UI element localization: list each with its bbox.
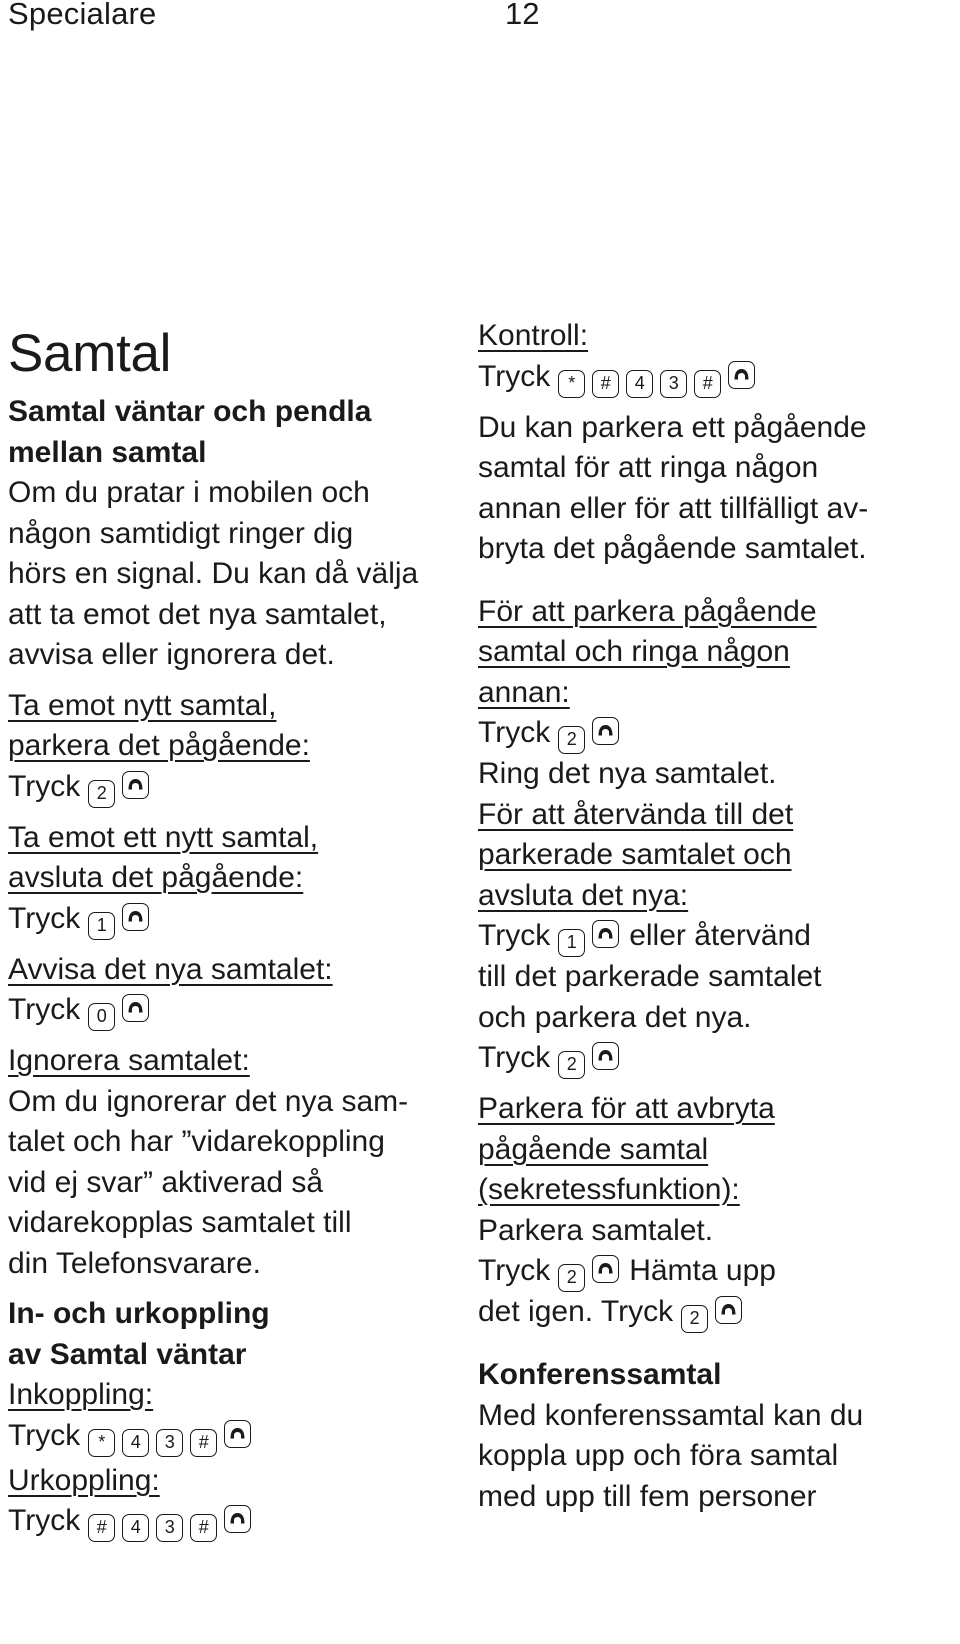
heading-toggle-waiting-2: av Samtal väntar: [8, 1337, 247, 1371]
option-reject-heading: Avvisa det nya samtalet:: [8, 952, 333, 986]
key-2: 2: [558, 1051, 585, 1079]
phone-handset-icon: [122, 903, 149, 931]
instruction-row: Tryck 1 eller återvänd: [478, 916, 948, 957]
ignore-text: vid ej svar” aktiverad så: [8, 1165, 324, 1199]
intro-line: att ta emot det nya samtalet,: [8, 597, 387, 631]
enable-label: Inkoppling:: [8, 1378, 154, 1411]
phone-handset-icon: [592, 1255, 619, 1283]
instruction-row: Tryck * # 4 3 #: [478, 357, 948, 398]
conference-body: med upp till fem personer: [478, 1479, 817, 1513]
phone-handset-icon: [224, 1420, 251, 1448]
phone-handset-icon: [224, 1505, 251, 1533]
right-column: [478, 316, 948, 1517]
phone-handset-icon: [592, 920, 619, 948]
key-1: 1: [88, 912, 115, 940]
ignore-text: talet och har ”vidarekoppling: [8, 1125, 385, 1158]
intro-line: någon samtidigt ringer dig: [8, 516, 354, 550]
privacy-heading: (sekretessfunktion):: [478, 1173, 740, 1206]
park-intro: annan eller för att tillfälligt av-: [478, 491, 869, 525]
instruction-row: Tryck 2: [478, 713, 948, 754]
instruction-row: Tryck 2: [478, 1038, 948, 1079]
section-title: Specialare: [8, 0, 157, 31]
return-body: till det parkerade samtalet: [478, 960, 822, 993]
instruction-row: Tryck 1: [8, 899, 458, 940]
instruction-row: Tryck 2: [8, 767, 458, 808]
key-4: 4: [122, 1429, 149, 1457]
key-star: *: [558, 370, 585, 398]
disable-label: Urkoppling:: [8, 1463, 160, 1497]
park-heading: samtal och ringa någon: [478, 635, 790, 668]
option-ignore-heading: Ignorera samtalet:: [8, 1044, 250, 1077]
privacy-heading: Parkera för att avbryta: [478, 1092, 775, 1125]
heading-conference: Konferenssamtal: [478, 1358, 722, 1391]
instruction-row: Tryck # 4 3 #: [8, 1501, 458, 1542]
park-body: Ring det nya samtalet.: [478, 757, 777, 790]
instruction-row: Tryck 2 Hämta upp: [478, 1251, 948, 1292]
page-header: [8, 0, 960, 36]
park-heading: För att parkera pågående: [478, 594, 817, 628]
park-heading: annan:: [478, 675, 570, 709]
phone-handset-icon: [122, 771, 149, 799]
key-star: *: [88, 1429, 115, 1457]
key-2: 2: [681, 1305, 708, 1333]
key-3: 3: [156, 1514, 183, 1542]
key-hash: #: [190, 1514, 217, 1542]
return-heading: För att återvända till det: [478, 797, 794, 831]
key-3: 3: [660, 370, 687, 398]
return-heading: parkerade samtalet och: [478, 838, 792, 871]
check-label: Kontroll:: [478, 319, 589, 352]
ignore-text: din Telefonsvarare.: [8, 1246, 261, 1280]
key-4: 4: [626, 370, 653, 398]
key-hash: #: [592, 370, 619, 398]
option-accept-park-heading: Ta emot nytt samtal,: [8, 688, 277, 722]
key-hash: #: [88, 1514, 115, 1542]
privacy-body: Parkera samtalet.: [478, 1213, 714, 1247]
privacy-heading: pågående samtal: [478, 1132, 709, 1166]
ignore-text: vidarekopplas samtalet till: [8, 1206, 352, 1239]
key-3: 3: [156, 1429, 183, 1457]
park-intro: samtal för att ringa någon: [478, 451, 819, 484]
park-intro: Du kan parkera ett pågående: [478, 410, 867, 444]
chapter-title: Samtal: [8, 324, 172, 383]
instruction-row: Tryck * 4 3 #: [8, 1416, 458, 1457]
key-hash: #: [190, 1429, 217, 1457]
heading-call-waiting-1: Samtal väntar och pendla: [8, 395, 372, 428]
phone-handset-icon: [728, 361, 755, 389]
key-2: 2: [88, 780, 115, 808]
intro-line: avvisa eller ignorera det.: [8, 638, 335, 671]
intro-line: Om du pratar i mobilen och: [8, 476, 370, 509]
phone-handset-icon: [592, 717, 619, 745]
instruction-row: Tryck 0: [8, 990, 458, 1031]
conference-body: koppla upp och föra samtal: [478, 1439, 839, 1472]
conference-body: Med konferenssamtal kan du: [478, 1398, 864, 1432]
phone-handset-icon: [122, 994, 149, 1022]
return-body: och parkera det nya.: [478, 1000, 752, 1034]
phone-handset-icon: [592, 1042, 619, 1070]
key-0: 0: [88, 1003, 115, 1031]
ignore-text: Om du ignorerar det nya sam-: [8, 1084, 409, 1118]
key-2: 2: [558, 1264, 585, 1292]
instruction-row: det igen. Tryck 2: [478, 1292, 948, 1333]
return-heading: avsluta det nya:: [478, 878, 689, 912]
key-4: 4: [122, 1514, 149, 1542]
heading-toggle-waiting-1: In- och urkoppling: [8, 1297, 270, 1330]
privacy-after-text: Hämta upp: [629, 1254, 776, 1287]
intro-line: hörs en signal. Du kan då välja: [8, 557, 419, 590]
key-2: 2: [558, 726, 585, 754]
key-hash: #: [694, 370, 721, 398]
heading-call-waiting-2: mellan samtal: [8, 435, 207, 469]
key-1: 1: [558, 929, 585, 957]
park-intro: bryta det pågående samtalet.: [478, 532, 867, 565]
page-number: 12: [505, 0, 540, 31]
option-accept-end-heading: Ta emot ett nytt samtal,: [8, 820, 319, 854]
phone-handset-icon: [715, 1296, 742, 1324]
option-accept-park-heading: parkera det pågående:: [8, 729, 310, 762]
option-accept-end-heading: avsluta det pågående:: [8, 861, 304, 894]
left-column: [8, 324, 458, 1542]
return-after-text: eller återvänd: [629, 919, 811, 952]
